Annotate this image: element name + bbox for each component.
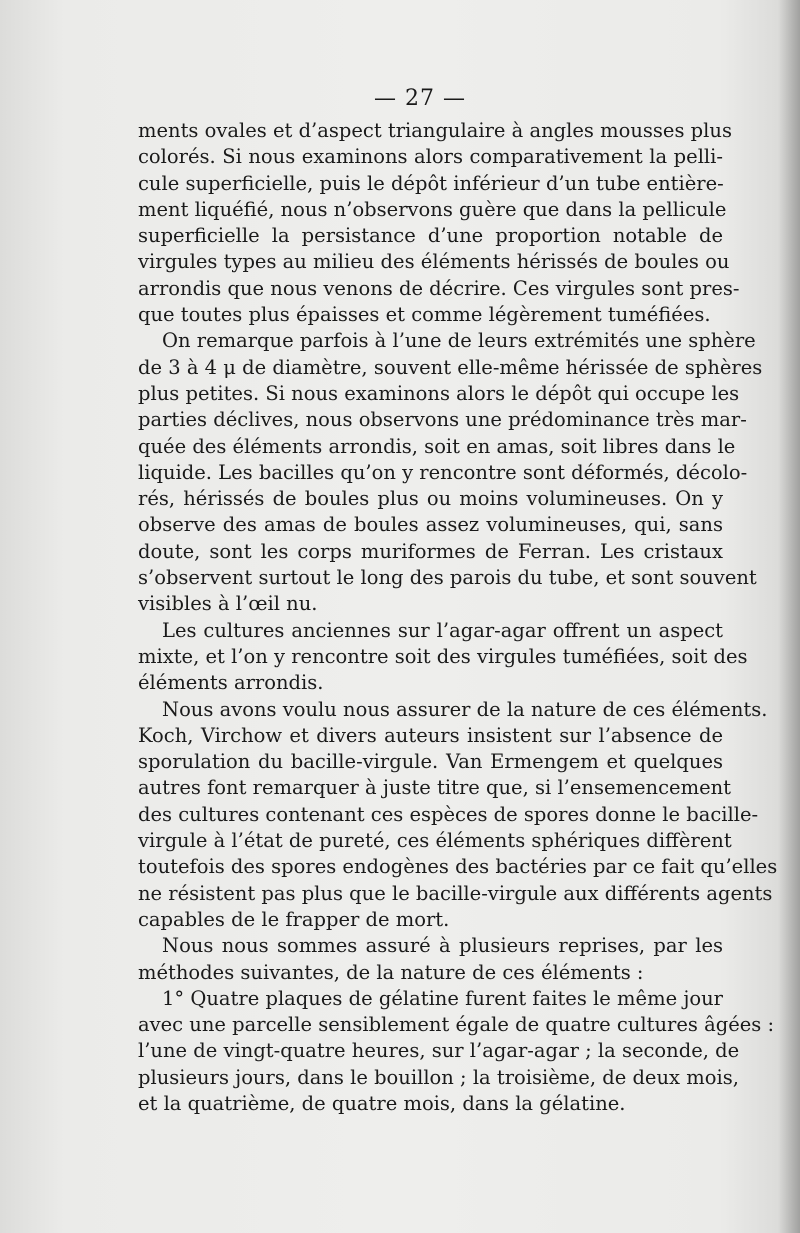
paragraph bbox=[138, 118, 740, 328]
text-line: l’une de vingt-quatre heures, sur l’agar-agar ; la seconde, de bbox=[138, 1039, 740, 1063]
text-line: mixte, et l’on y rencontre soit des virgules tuméfiées, soit des bbox=[138, 644, 748, 668]
text-line: colorés. Si nous examinons alors comparativement la pelli- bbox=[138, 145, 723, 169]
text-line: liquide. Les bacilles qu’on y rencontre sont déformés, décolo- bbox=[138, 460, 748, 484]
text-line: méthodes suivantes, de la nature de ces éléments : bbox=[138, 960, 644, 984]
text-line: observe des amas de boules assez volumineuses, qui, sans bbox=[138, 513, 723, 537]
paragraph bbox=[138, 328, 763, 617]
paragraph bbox=[138, 933, 723, 986]
text-line: visibles à l’œil nu. bbox=[138, 592, 318, 616]
text-line: éléments arrondis. bbox=[138, 671, 324, 695]
text-line: Nous avons voulu nous assurer de la nature de ces éléments. bbox=[162, 697, 768, 721]
text-line: parties déclives, nous observons une prédominance très mar- bbox=[138, 408, 747, 432]
text-line: Koch, Virchow et divers auteurs insistent sur l’absence de bbox=[138, 723, 723, 747]
text-line: ments ovales et d’aspect triangulaire à angles mousses plus bbox=[138, 119, 732, 142]
text-line: avec une parcelle sensiblement égale de quatre cultures âgées : bbox=[138, 1013, 775, 1037]
text-line: s’observent surtout le long des parois du tube, et sont souvent bbox=[138, 566, 757, 590]
text-line: ment liquéfié, nous n’observons guère que dans la pellicule bbox=[138, 197, 727, 221]
text-line: ne résistent pas plus que le bacille-virgule aux différents agents bbox=[138, 881, 773, 905]
text-line: 1° Quatre plaques de gélatine furent faites le même jour bbox=[162, 986, 723, 1010]
page-edge-shadow bbox=[778, 0, 800, 1233]
text-line: plus petites. Si nous examinons alors le dépôt qui occupe les bbox=[138, 381, 740, 405]
text-line: virgule à l’état de pureté, ces éléments sphériques diffèrent bbox=[138, 829, 732, 853]
text-line: superficielle la persistance d’une proportion notable de bbox=[138, 224, 723, 248]
text-line: que toutes plus épaisses et comme légèrement tuméfiées. bbox=[138, 303, 711, 327]
text-line: autres font remarquer à juste titre que, si l’ensemencement bbox=[138, 776, 731, 800]
text-line: des cultures contenant ces espèces de spores donne le bacille- bbox=[138, 802, 759, 826]
paragraph bbox=[138, 618, 748, 697]
text-line: quée des éléments arrondis, soit en amas, soit libres dans le bbox=[138, 434, 736, 458]
text-line: Les cultures anciennes sur l’agar-agar offrent un aspect bbox=[162, 618, 723, 642]
body-text bbox=[138, 118, 778, 1117]
paragraph bbox=[138, 986, 775, 1117]
text-line: cule superficielle, puis le dépôt inférieur d’un tube entière- bbox=[138, 171, 724, 195]
text-line: rés, hérissés de boules plus ou moins volumineuses. On y bbox=[138, 487, 723, 511]
text-line: capables de le frapper de mort. bbox=[138, 907, 450, 931]
text-line: de 3 à 4 μ de diamètre, souvent elle-même hérissée de sphères bbox=[138, 355, 763, 379]
paragraph bbox=[138, 697, 778, 934]
text-line: doute, sont les corps muriformes de Ferran. Les cristaux bbox=[138, 539, 723, 563]
text-line: et la quatrième, de quatre mois, dans la gélatine. bbox=[138, 1091, 626, 1115]
text-line: Nous nous sommes assuré à plusieurs reprises, par les bbox=[162, 934, 723, 958]
text-line: On remarque parfois à l’une de leurs extrémités une sphère bbox=[162, 329, 756, 353]
text-line: toutefois des spores endogènes des bactéries par ce fait qu’elles bbox=[138, 855, 778, 879]
text-line: arrondis que nous venons de décrire. Ces virgules sont pres- bbox=[138, 276, 740, 300]
text-line: virgules types au milieu des éléments hérissés de boules ou bbox=[138, 250, 730, 274]
text-line: sporulation du bacille-virgule. Van Ermengem et quelques bbox=[138, 750, 723, 774]
text-line: plusieurs jours, dans le bouillon ; la troisième, de deux mois, bbox=[138, 1065, 739, 1089]
page-number: — 27 — bbox=[374, 86, 466, 111]
